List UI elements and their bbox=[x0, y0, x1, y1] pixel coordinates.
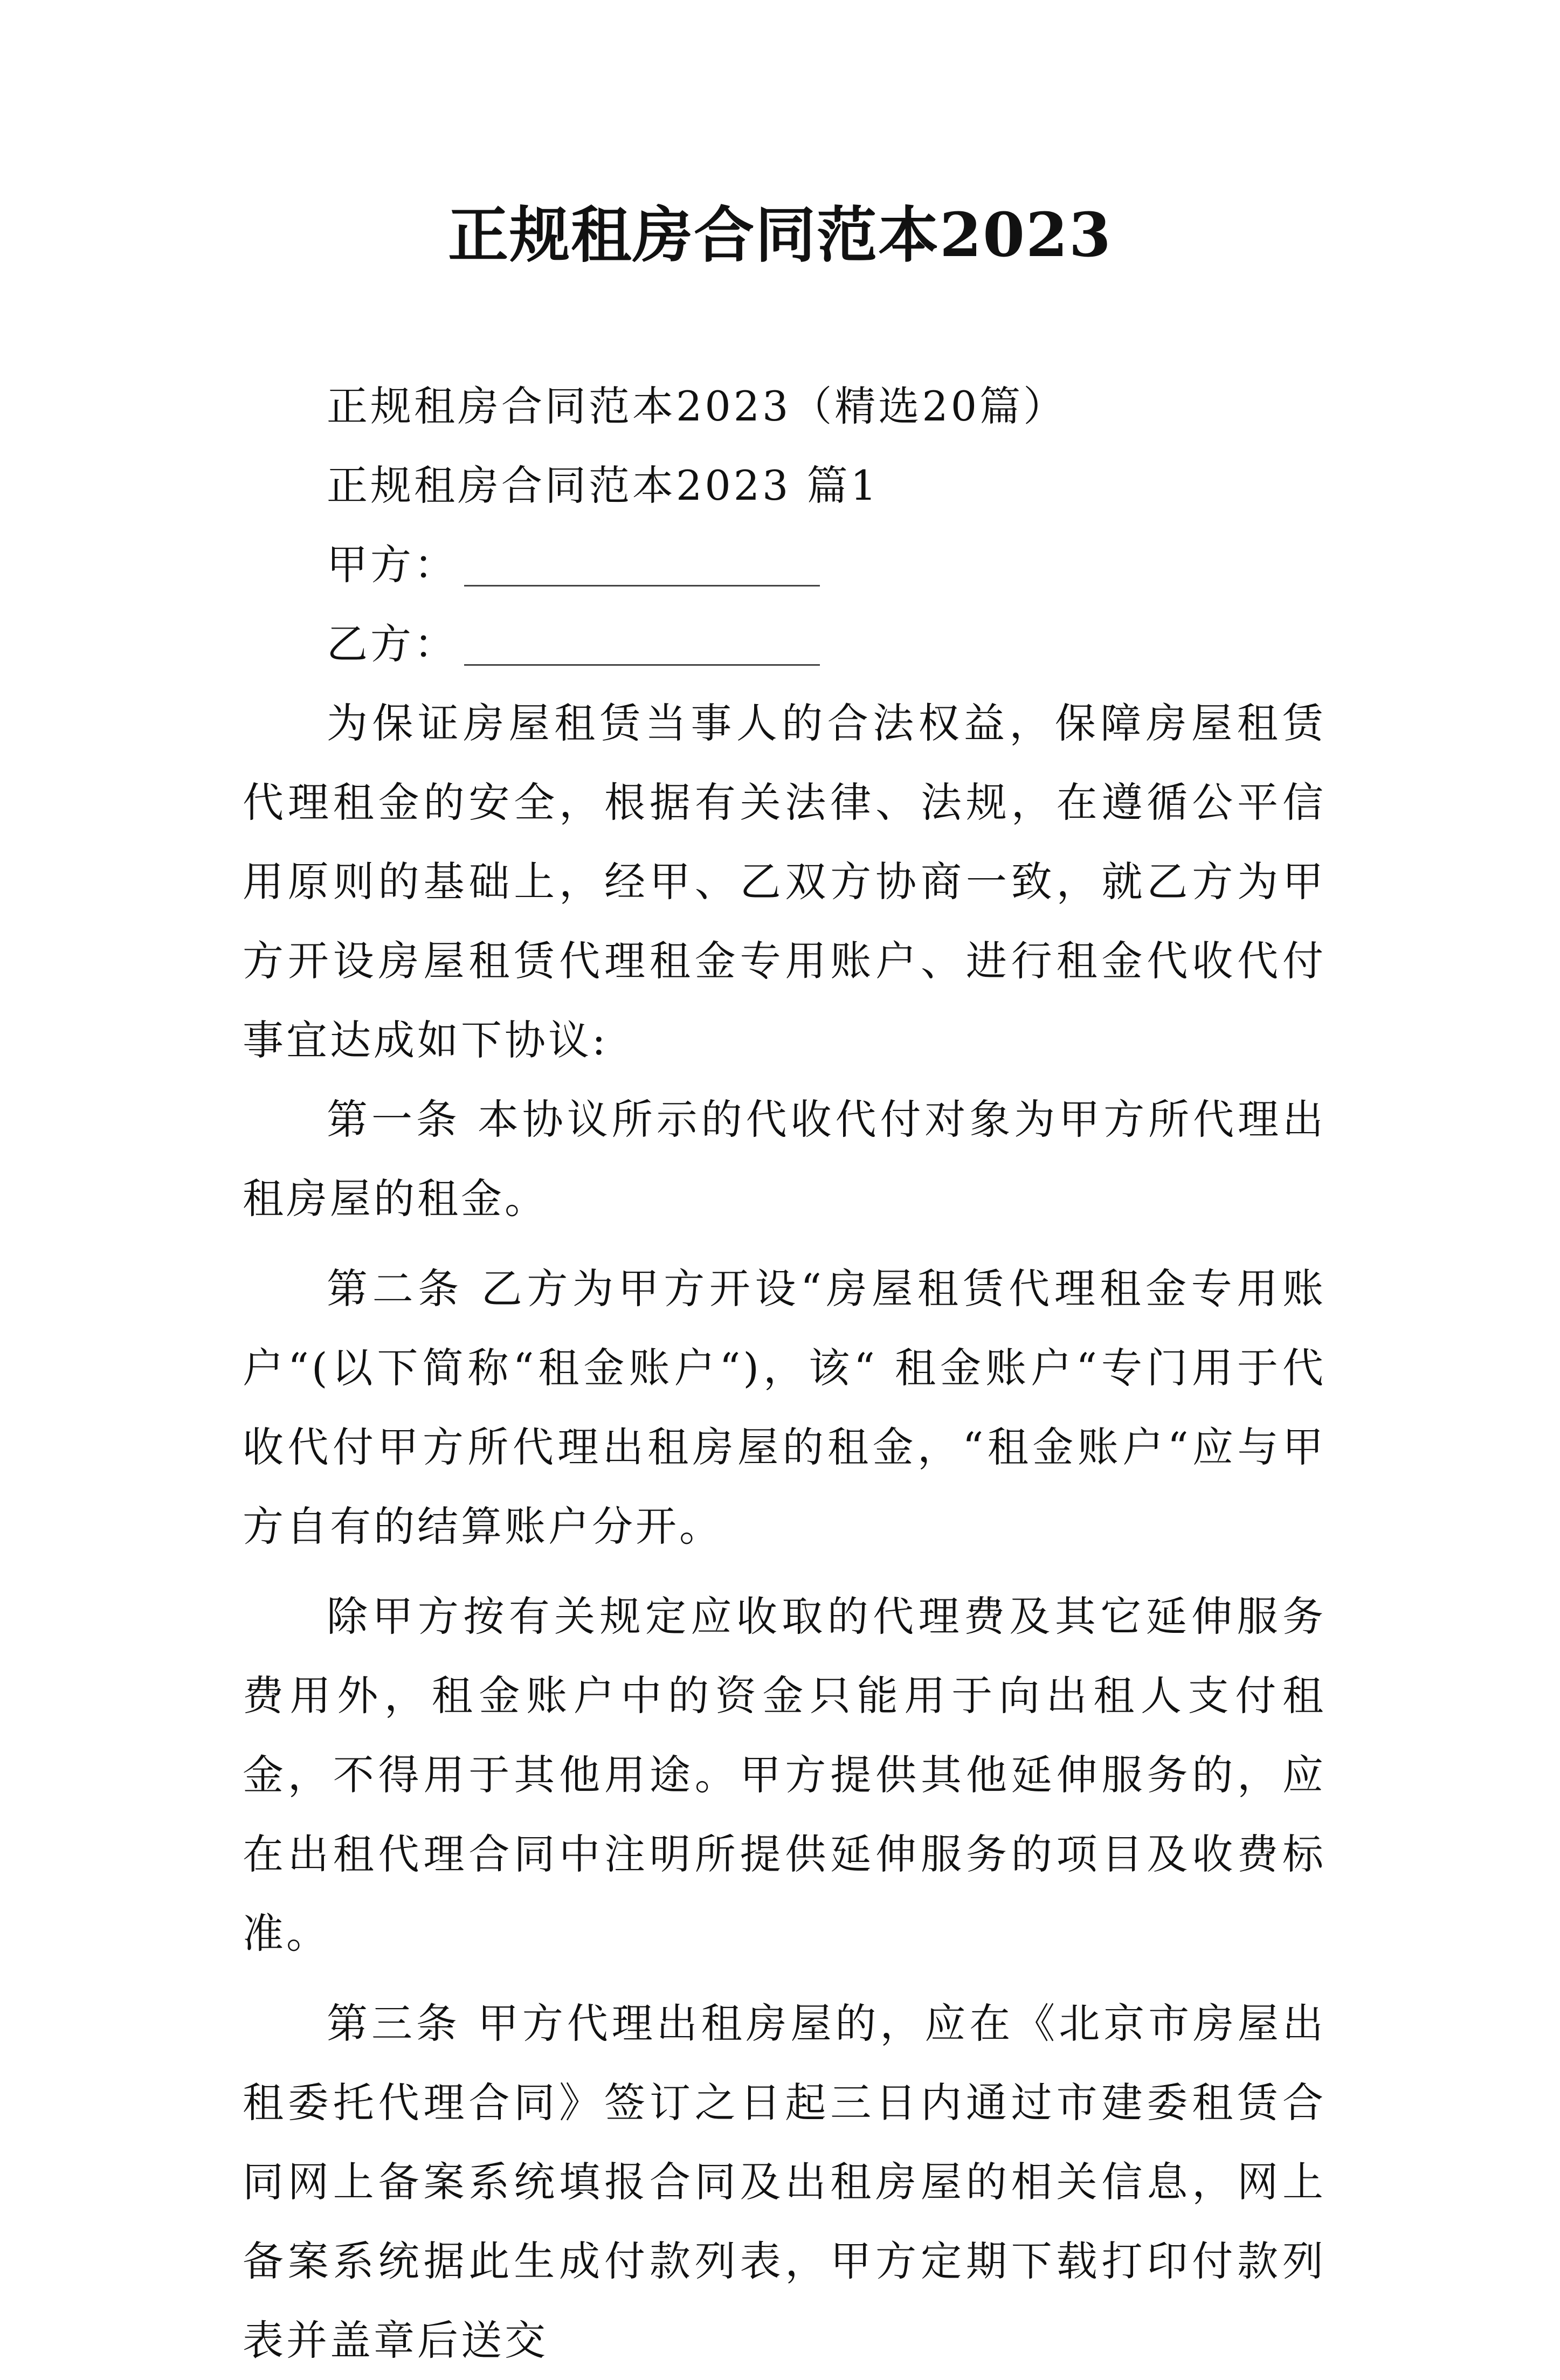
party-a-line bbox=[243, 525, 1326, 604]
paragraph-article-2: 第二条 乙方为甲方开设“房屋租赁代理租金专用账户“(以下简称“租金账户“)，该“ 租金账户“专门用于代收代付甲方所代理出租房屋的租金，“租金账户“应与甲方自有的结算账户分开。 bbox=[243, 1265, 1326, 1550]
document-subtitle: 正规租房合同范本2023（精选20篇） bbox=[327, 382, 1067, 430]
paragraph-article-1: 第一条 本协议所示的代收代付对象为甲方所代理出租房屋的租金。 bbox=[243, 1095, 1326, 1223]
paragraph-article-3: 第三条 甲方代理出租房屋的，应在《北京市房屋出租委托代理合同》签订之日起三日内通过市建委租赁合同网上备案系统填报合同及出租房屋的相关信息，网上备案系统据此生成付款列表，甲方定期下载打印付款列表并盖章后送交 bbox=[243, 1999, 1326, 2364]
document-title: 正规租房合同范本2023 bbox=[448, 200, 1112, 271]
paragraph-fee-note: 除甲方按有关规定应收取的代理费及其它延伸服务费用外，租金账户中的资金只能用于向出租人支付租金，不得用于其他用途。甲方提供其他延伸服务的，应在出租代理合同中注明所提供延伸服务的项目及收费标准。 bbox=[243, 1592, 1326, 1957]
document-body bbox=[243, 367, 1326, 2380]
party-a-label: 甲方： bbox=[327, 541, 458, 589]
party-b-line bbox=[243, 604, 1326, 684]
paragraph-preamble: 为保证房屋租赁当事人的合法权益，保障房屋租赁代理租金的安全，根据有关法律、法规，在遵循公平信用原则的基础上，经甲、乙双方协商一致，就乙方为甲方开设房屋租赁代理租金专用账户、进行租金代收代付事宜达成如下协议: bbox=[243, 699, 1326, 1064]
section-heading: 正规租房合同范本2023 篇1 bbox=[327, 461, 879, 509]
party-a-blank bbox=[464, 547, 820, 587]
party-b-blank bbox=[464, 626, 820, 666]
party-b-label: 乙方： bbox=[327, 620, 458, 668]
